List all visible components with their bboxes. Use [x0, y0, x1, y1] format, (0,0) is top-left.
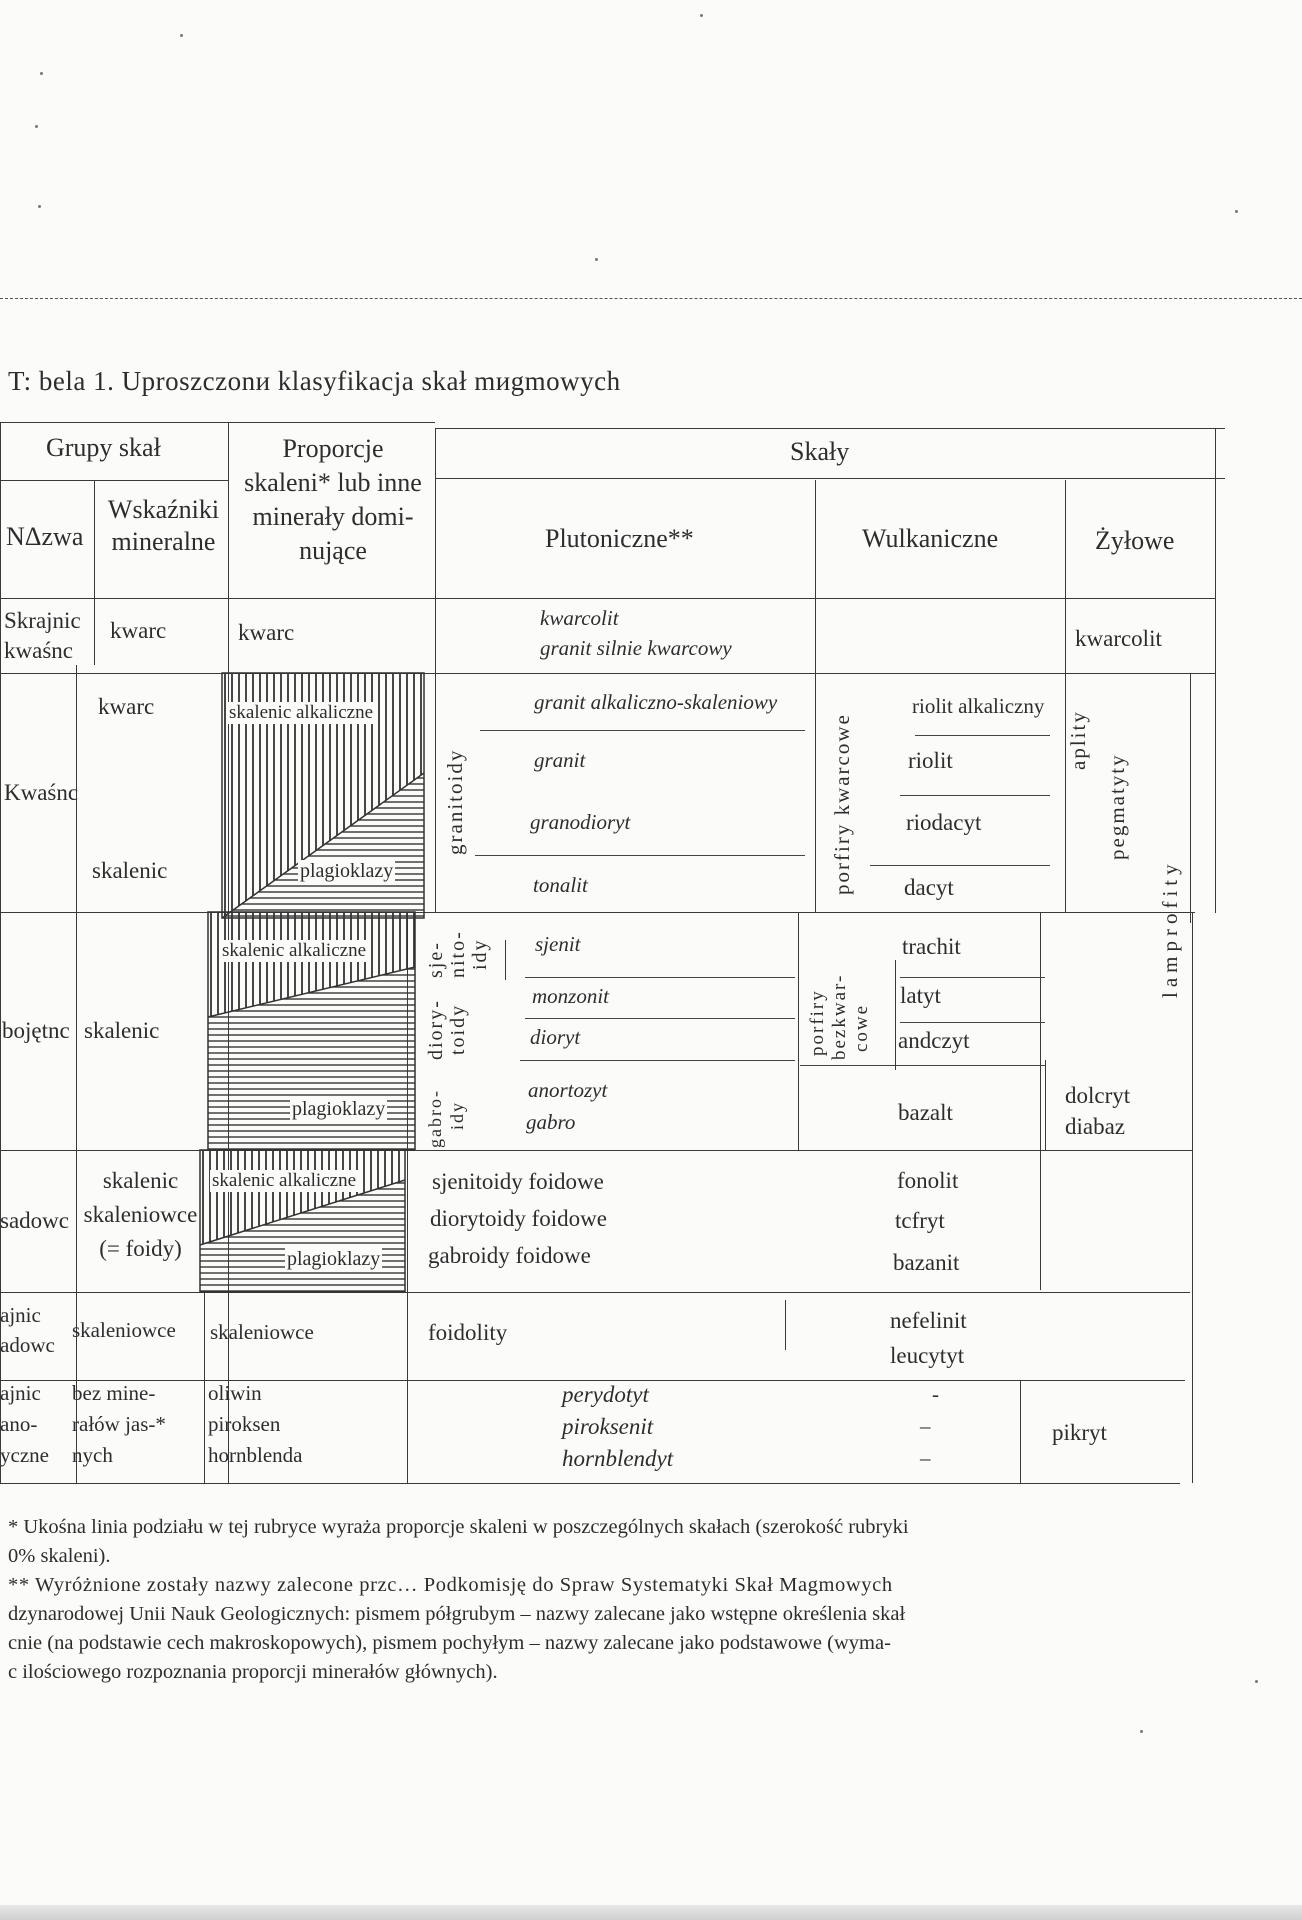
table-rule	[525, 1018, 795, 1019]
footnote-2-line4: c ilościowego rozpoznania proporcji minerałów głównych).	[8, 1661, 498, 1683]
volcanic-rock: bazanit	[893, 1250, 960, 1275]
table-rule	[204, 1292, 205, 1483]
plutonic-rock: granodioryt	[530, 810, 631, 834]
table-rule	[0, 1483, 1180, 1484]
volcanic-rock: nefelinit	[890, 1308, 967, 1333]
header-wulkaniczne: Wulkaniczne	[862, 524, 999, 553]
scan-speck	[1235, 210, 1238, 213]
diagram-label-top: skalenic alkaliczne	[222, 940, 367, 961]
header-proporcje	[228, 432, 438, 568]
plutonic-rock: anortozyt	[528, 1078, 608, 1102]
footnote-1-line1: * Ukośna linia podziału w tej rubryce wyraża proporcje skaleni w poszczególnych skałach (szerokość rubryki	[8, 1516, 909, 1538]
header-proporcje-line3: minerały domi-	[252, 502, 414, 531]
table-rule	[785, 1300, 786, 1350]
dyke-pegmatyty: pegmatyty	[1105, 753, 1129, 860]
wskaznik-cell: skalenic	[84, 1018, 160, 1043]
table-rule	[1190, 673, 1191, 923]
header-grupy: Grupy skał	[46, 433, 161, 462]
volcanic-rock: riolit alkaliczny	[912, 694, 1045, 718]
footnote-2-line1: ** Wyróżnione zostały nazwy zalecone przc… Podkomisję do Spraw Systematyki Skał Magmowych	[8, 1574, 893, 1596]
volcanic-rock: trachit	[902, 934, 961, 959]
header-wskazniki-line2: mineralne	[111, 527, 216, 556]
dyke-lamprofity: lamprofity	[1158, 859, 1182, 998]
header-proporcje-line4: nujące	[299, 536, 367, 565]
group-label-line: gabro-	[425, 1089, 445, 1148]
plutonic-rock: kwarcolit	[540, 606, 619, 630]
volcanic-rock: fonolit	[897, 1168, 959, 1193]
wskaznik-line3: (= foidy)	[99, 1236, 182, 1261]
volcanic-rock: andczyt	[898, 1028, 970, 1053]
plutonic-rock: tonalit	[533, 873, 588, 897]
table-rule	[900, 977, 1045, 978]
nazwa-line2: kwaśnc	[4, 638, 73, 663]
wskaznik-line1: skalenic	[102, 1168, 179, 1193]
nazwa-cell	[0, 1378, 49, 1471]
dyke-rock: kwarcolit	[1075, 626, 1162, 651]
header-nazwa: NΔzwa	[6, 522, 84, 551]
table-rule	[435, 478, 1225, 479]
table-rule	[505, 940, 506, 980]
table-rule	[915, 735, 1050, 736]
group-label-gabroidy	[425, 1070, 505, 1148]
plutonic-rock: gabroidy foidowe	[428, 1243, 591, 1268]
table-rule	[900, 795, 1050, 796]
volcanic-rock: riolit	[908, 748, 953, 773]
plutonic-rock: piroksenit	[562, 1414, 654, 1439]
scan-speck	[700, 14, 703, 17]
nazwa-line1: ajnic	[0, 1303, 41, 1327]
volcanic-group-line: cowe	[851, 1003, 872, 1052]
nazwa-line1: ajnic	[0, 1381, 41, 1405]
table-rule	[0, 1380, 1185, 1381]
group-label-granitoidy: granitoidy	[443, 748, 467, 855]
nazwa-line2: adowc	[0, 1333, 55, 1357]
scan-speck	[1140, 1730, 1143, 1733]
scan-speck	[595, 258, 598, 261]
nazwa-line1: Skrajnic	[4, 608, 81, 633]
dyke-aplity: aplity	[1066, 710, 1090, 770]
footnote-2-line2: dzynarodowej Unii Nauk Geologicznych: pismem półgrubym – nazwy zalecane jako wstępne określenia skał	[8, 1603, 906, 1625]
wskaznik-line2: skaleniowce	[83, 1202, 198, 1227]
volcanic-rock: leucytyt	[890, 1343, 965, 1368]
table-rule	[0, 480, 228, 481]
table-rule	[1065, 480, 1066, 912]
dyke-rock: dolcryt	[1065, 1083, 1131, 1108]
table-rule	[800, 1065, 1045, 1066]
volcanic-placeholder: -	[932, 1382, 939, 1406]
footnote-1-line2: 0% skaleni).	[8, 1545, 111, 1567]
scan-speck	[180, 34, 183, 37]
table-rule	[798, 912, 799, 1150]
table-rule	[1040, 912, 1041, 1290]
nazwa-cell	[0, 1300, 55, 1360]
table-rule	[0, 422, 435, 423]
scan-bottom-edge	[0, 1905, 1302, 1920]
plutonic-rock: hornblendyt	[562, 1446, 674, 1471]
wskaznik-cell: skaleniowce	[72, 1318, 176, 1342]
scan-speck	[38, 205, 41, 208]
table-rule	[1192, 912, 1193, 1483]
table-rule	[475, 855, 805, 856]
table-rule	[520, 1060, 795, 1061]
volcanic-rock: latyt	[900, 983, 941, 1008]
table-title: T: bela 1. Uproszczonи klasyfikacja skał mиgmowych	[8, 366, 621, 396]
header-wskazniki	[101, 494, 226, 558]
table-rule	[815, 480, 816, 912]
proporcje-cell: kwarc	[238, 620, 295, 645]
dyke-rock: pikryt	[1052, 1420, 1107, 1445]
plutonic-rock: granit	[534, 748, 586, 772]
wskaznik-cell: kwarc	[98, 694, 155, 719]
table-rule	[94, 480, 95, 665]
proporcje-line: piroksen	[208, 1412, 281, 1436]
header-plutoniczne: Plutoniczne**	[545, 524, 694, 553]
header-proporcje-line1: Proporcje	[282, 434, 384, 463]
volcanic-group-line: bezkwar-	[829, 973, 850, 1060]
plutonic-rock: sjenit	[535, 932, 581, 956]
table-rule	[0, 1292, 1190, 1293]
table-rule	[435, 428, 1225, 429]
plutonic-rock: perydotyt	[562, 1382, 649, 1407]
diagram-label-bottom: plagioklazy	[300, 860, 394, 882]
table-rule	[0, 598, 1215, 599]
group-label-sjenitoidy	[425, 918, 505, 978]
dyke-rock: diabaz	[1065, 1114, 1126, 1139]
volcanic-rock: bazalt	[898, 1100, 953, 1125]
volcanic-placeholder: –	[920, 1446, 931, 1470]
diagram-label-bottom: plagioklazy	[287, 1248, 381, 1270]
group-label-line: toidy	[447, 1003, 469, 1055]
proporcje-line: oliwin	[208, 1381, 262, 1405]
nazwa-cell	[4, 606, 81, 666]
wskaznik-line1: bez mine-	[72, 1381, 156, 1405]
nazwa-cell: Kwaśnc	[4, 780, 79, 805]
plutonic-rock: gabro	[526, 1110, 576, 1134]
volcanic-rock: dacyt	[904, 875, 954, 900]
plutonic-rock: diorytoidy foidowe	[430, 1206, 607, 1231]
wskaznik-cell	[78, 1164, 203, 1266]
plutonic-rock: dioryt	[530, 1025, 581, 1049]
table-rule	[1020, 1380, 1021, 1483]
scan-speck	[1255, 1680, 1258, 1683]
wskaznik-line2: rałów jas-*	[72, 1412, 166, 1436]
table-rule	[900, 1022, 1045, 1023]
header-skaly: Skały	[790, 437, 850, 466]
volcanic-rock: tcfryt	[895, 1208, 945, 1233]
footnotes	[8, 1513, 909, 1687]
table-rule	[1045, 1060, 1046, 1150]
table-rule	[480, 730, 805, 731]
plutonic-rock: foidolity	[428, 1320, 508, 1345]
proporcje-cell: skaleniowce	[210, 1320, 314, 1344]
table-rule	[870, 865, 1050, 866]
group-label-line: sje-	[425, 941, 447, 978]
plutonic-rock: granit silnie kwarcowy	[540, 636, 732, 660]
wskaznik-line3: nych	[72, 1443, 113, 1467]
nazwa-cell: sadowc	[0, 1208, 69, 1233]
group-label-line: nito-	[447, 930, 469, 978]
page-top-rule	[0, 298, 1302, 299]
scan-speck	[40, 72, 43, 75]
header-wskazniki-line1: Wskaźniki	[107, 495, 220, 524]
diagram-label-top: skalenic alkaliczne	[229, 702, 374, 723]
table-rule	[0, 912, 1195, 913]
group-label-line: idy	[469, 938, 491, 970]
volcanic-placeholder: –	[920, 1414, 931, 1438]
header-zylowe: Żyłowe	[1095, 526, 1175, 555]
wskaznik-cell: skalenic	[92, 858, 168, 883]
nazwa-line2: ano-	[0, 1412, 38, 1436]
table-rule	[895, 960, 896, 1070]
table-rule	[0, 1150, 1192, 1151]
footnote-2-line3: cnie (na podstawie cech makroskopowych), pismem pochyłym – nazwy zalecane jako podstawowe (wyma-	[8, 1632, 891, 1654]
nazwa-cell: bojętnc	[2, 1018, 70, 1043]
group-label-diorytoidy	[425, 980, 505, 1060]
diagram-label-bottom: plagioklazy	[292, 1098, 386, 1120]
plutonic-rock: granit alkaliczno-skaleniowy	[534, 690, 778, 714]
wskaznik-cell	[72, 1378, 166, 1471]
plutonic-rock: sjenitoidy foidowe	[432, 1169, 604, 1194]
table-rule	[0, 673, 1215, 674]
proporcje-cell	[208, 1378, 302, 1471]
plutonic-rock: monzonit	[532, 984, 610, 1008]
group-label-line: diory-	[425, 999, 447, 1060]
volcanic-group-porfiry-bezkwarcowe	[805, 970, 895, 1060]
nazwa-line3: yczne	[0, 1443, 49, 1467]
wskaznik-cell: kwarc	[110, 618, 167, 643]
volcanic-group-porfiry-kwarcowe: porfiry kwarcowe	[830, 713, 854, 895]
volcanic-rock: riodacyt	[906, 810, 982, 835]
group-label-line: idy	[447, 1100, 467, 1130]
volcanic-group-line: porfiry	[807, 989, 828, 1056]
table-rule	[1215, 428, 1216, 913]
proporcje-line: hornblenda	[208, 1443, 303, 1467]
scan-speck	[35, 125, 38, 128]
header-proporcje-line2: skaleni* lub inne	[244, 468, 422, 497]
table-rule	[525, 977, 795, 978]
diagram-label-top: skalenic alkaliczne	[212, 1170, 357, 1191]
